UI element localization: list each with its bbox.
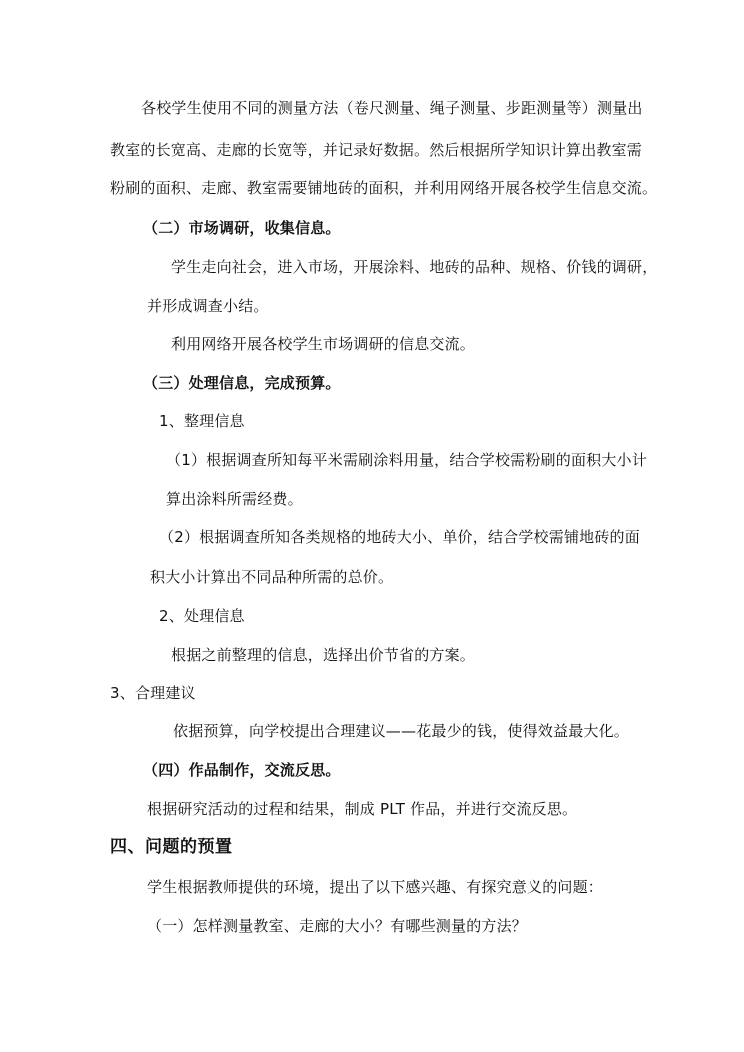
item-title: 2、处理信息 bbox=[159, 607, 245, 625]
section-title: （三）处理信息，完成预算。 bbox=[143, 374, 341, 392]
item-title: 1、整理信息 bbox=[159, 412, 245, 430]
item-title: 3、合理建议 bbox=[110, 684, 196, 702]
paragraph-line: 各校学生使用不同的测量方法（卷尺测量、绳子测量、步距测量等）测量出 bbox=[141, 99, 643, 117]
paragraph-line: 算出涂料所需经费。 bbox=[166, 490, 303, 508]
paragraph-line: 粉刷的面积、走廊、教室需要铺地砖的面积，并利用网络开展各校学生信息交流。 bbox=[110, 179, 658, 197]
paragraph-line: 并形成调查小结。 bbox=[147, 297, 269, 315]
paragraph-line: 利用网络开展各校学生市场调研的信息交流。 bbox=[171, 335, 476, 353]
section-title: （二）市场调研，收集信息。 bbox=[143, 219, 341, 237]
paragraph-line: 学生走向社会，进入市场，开展涂料、地砖的品种、规格、价钱的调研， bbox=[171, 258, 658, 276]
paragraph-line: 教室的长宽高、走廊的长宽等，并记录好数据。然后根据所学知识计算出教室需 bbox=[110, 141, 643, 159]
paragraph-line: 依据预算，向学校提出合理建议——花最少的钱，使得效益最大化。 bbox=[173, 722, 630, 740]
paragraph-line: （2）根据调查所知各类规格的地砖大小、单价，结合学校需铺地砖的面 bbox=[159, 528, 640, 546]
paragraph-line: （1）根据调查所知每平米需刷涂料用量，结合学校需粉刷的面积大小计 bbox=[166, 451, 647, 469]
paragraph-line: 根据研究活动的过程和结果，制成 PLT 作品，并进行交流反思。 bbox=[147, 800, 578, 818]
paragraph-line: 学生根据教师提供的环境，提出了以下感兴趣、有探究意义的问题： bbox=[147, 878, 604, 896]
paragraph-line: 根据之前整理的信息，选择出价节省的方案。 bbox=[171, 646, 476, 664]
paragraph-line: 积大小计算出不同品种所需的总价。 bbox=[150, 568, 394, 586]
chapter-heading: 四、问题的预置 bbox=[110, 837, 233, 857]
section-title: （四）作品制作，交流反思。 bbox=[143, 761, 341, 779]
question-line: （一）怎样测量教室、走廊的大小？有哪些测量的方法？ bbox=[147, 917, 528, 935]
